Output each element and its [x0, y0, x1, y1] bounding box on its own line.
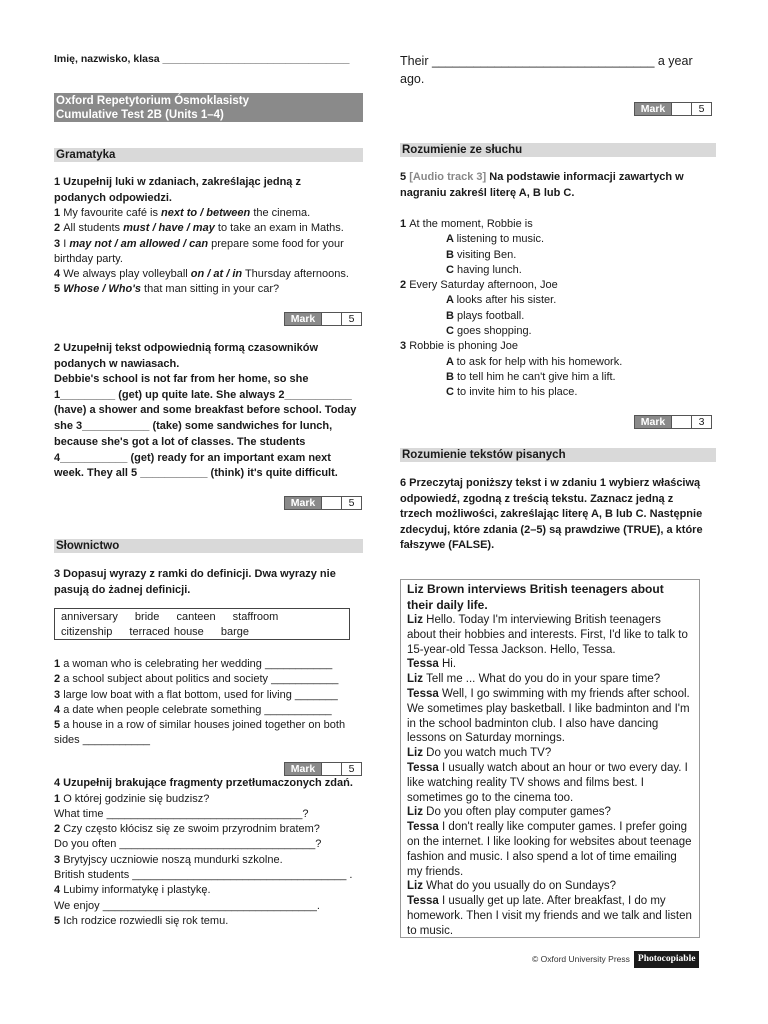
mark-label: Mark — [284, 496, 322, 510]
option-letter: C — [446, 325, 457, 338]
section-heading-czytanie: Rozumienie tekstów pisanych — [400, 448, 716, 462]
item-number: 5 — [54, 283, 64, 296]
mark-box-ex3 — [284, 762, 362, 776]
option-letter: A — [446, 294, 457, 307]
item-text: We always play volleyball — [63, 268, 191, 281]
dialogue-line — [407, 746, 692, 761]
exercise-5-number: 5 — [400, 171, 407, 183]
english-gap-sentence[interactable]: British students ___________________________________ . — [54, 868, 353, 881]
exercise-2 — [54, 341, 360, 482]
photocopiable-badge: Photocopiable — [634, 951, 700, 968]
speaker-name: Tessa — [407, 895, 442, 908]
mark-value: 3 — [692, 415, 712, 429]
section-heading-slownictwo: Słownictwo — [54, 539, 363, 553]
speech-text: Do you often play computer games? — [426, 806, 611, 819]
mark-label: Mark — [284, 762, 322, 776]
listening-question — [400, 339, 700, 354]
item-number: 1 — [54, 658, 64, 670]
mark-blank-cell[interactable] — [322, 496, 342, 510]
word-option: canteen — [176, 611, 216, 623]
exercise-1-items — [54, 206, 354, 298]
speech-text: Tell me ... What do you do in your spare time? — [426, 673, 661, 686]
item-number: 3 — [54, 853, 64, 866]
question-text: Every Saturday afternoon, Joe — [409, 279, 558, 292]
question-number: 2 — [400, 279, 410, 292]
dialogue-line — [407, 687, 692, 746]
option-letter: B — [446, 370, 457, 383]
item-number: 2 — [54, 673, 64, 686]
speech-text: Do you watch much TV? — [426, 747, 552, 760]
exercise-5 — [400, 170, 700, 201]
item-number: 4 — [54, 884, 64, 897]
dialogue-line — [407, 657, 692, 672]
answer-option[interactable] — [400, 263, 700, 278]
option-text: looks after his sister. — [456, 294, 557, 307]
exercise-2-text: Debbie's school is not far from her home, so she 1_________ (get) up quite late. She always 2___________ (have) a shower and some breakfast before school. Today she 3___________ (take) some sandwiches for lunch, because she's got a lot of classes. The students 4___________ (get) ready for an important exam next week. They all 5 ___________ (think) it's quite difficult. — [54, 373, 357, 480]
item-text: prepare some food for your birthday party. — [54, 237, 344, 265]
item-text: the cinema. — [250, 207, 311, 219]
exercise-1-instruction: 1 Uzupełnij luki w zdaniach, zakreślając jedną z podanych odpowiedzi. — [54, 176, 301, 204]
dialogue-line — [407, 613, 692, 657]
word-option: bride — [134, 611, 160, 623]
name-class-line: Imię, nazwisko, klasa ________________________________ — [54, 53, 350, 65]
exercise-3 — [54, 567, 354, 598]
speaker-name: Tessa — [407, 658, 442, 671]
exercise-3-item — [54, 718, 354, 749]
option-letter: B — [446, 248, 457, 261]
answer-option[interactable] — [400, 248, 700, 263]
option-text: to tell him he can't give him a lift. — [457, 370, 616, 383]
word-box — [54, 608, 350, 640]
item-text: large low boat with a flat bottom, used for living _______ — [63, 688, 338, 701]
item-number: 1 — [54, 792, 64, 805]
speech-text: I usually get up late. After breakfast, I do my homework. Then I visit my friends and we talk and listen to music. — [407, 895, 692, 937]
mark-label: Mark — [284, 312, 322, 326]
dialogue-line — [407, 672, 692, 687]
test-title-line2: Cumulative Test 2B (Units 1–4) — [56, 109, 224, 121]
choice-options[interactable]: may not / am allowed / can — [69, 237, 209, 250]
polish-sentence: Lubimy informatykę i plastykę. — [63, 884, 211, 897]
item-number: 3 — [54, 688, 64, 701]
answer-option[interactable] — [400, 370, 700, 385]
option-letter: C — [446, 263, 457, 276]
option-text: to ask for help with his homework. — [456, 355, 623, 368]
item-text: a school subject about politics and society ___________ — [63, 673, 339, 686]
answer-option[interactable] — [400, 385, 700, 400]
option-text: listening to music. — [456, 233, 545, 246]
mark-value: 5 — [342, 762, 362, 776]
polish-sentence: Brytyjscy uczniowie noszą mundurki szkolne. — [63, 853, 283, 866]
exercise-3-item — [54, 657, 354, 672]
exercise-5-questions — [400, 217, 700, 401]
exercise-4-item-polish — [54, 792, 364, 807]
exercise-1-item — [54, 267, 354, 282]
listening-question — [400, 278, 700, 293]
speaker-name: Tessa — [407, 687, 442, 700]
exercise-5-instruction-text: Na podstawie informacji zawartych w nagraniu zakreśl literę A, B lub C. — [400, 171, 684, 199]
polish-sentence: O której godzinie się budzisz? — [63, 792, 210, 805]
dialogue-line — [407, 805, 692, 820]
item-text: to take an exam in Maths. — [214, 222, 344, 235]
item-number: 5 — [54, 914, 64, 927]
dialogue-line — [407, 894, 692, 938]
answer-option[interactable] — [400, 355, 700, 370]
choice-options[interactable]: next to / between — [161, 207, 251, 219]
speaker-name: Liz — [407, 806, 427, 819]
item-text: a woman who is celebrating her wedding ___________ — [63, 658, 333, 670]
answer-option[interactable] — [400, 293, 700, 308]
item-number: 3 — [54, 237, 64, 250]
footer — [532, 951, 699, 968]
exercise-3-item — [54, 672, 354, 687]
test-title-box — [54, 93, 363, 122]
question-number: 1 — [400, 218, 410, 230]
exercise-1-item — [54, 206, 354, 221]
english-gap-sentence[interactable]: What time ________________________________? — [54, 807, 309, 820]
mark-box-ex1 — [284, 312, 362, 326]
exercise-3-instruction: 3 Dopasuj wyrazy z ramki do definicji. Dwa wyrazy nie pasują do żadnej definicji. — [54, 568, 336, 596]
option-text: to invite him to his place. — [457, 386, 578, 399]
question-text: At the moment, Robbie is — [409, 218, 533, 230]
item-number: 5 — [54, 719, 64, 732]
speech-text: What do you usually do on Sundays? — [426, 880, 617, 893]
item-number: 4 — [54, 703, 64, 716]
item-text: Thursday afternoons. — [242, 268, 349, 281]
exercise-4-items — [54, 792, 364, 930]
item-text: I — [63, 237, 70, 250]
item-number: 4 — [54, 268, 64, 281]
option-letter: A — [446, 233, 457, 246]
exercise-4-instruction: 4 Uzupełnij brakujące fragmenty przetłumaczonych zdań. — [54, 777, 353, 789]
choice-options[interactable]: must / have / may — [123, 222, 215, 235]
dialogue-line — [407, 820, 692, 879]
speaker-name: Tessa — [407, 821, 442, 834]
exercise-1-item — [54, 237, 354, 268]
item-text: a house in a row of similar houses joined together on both sides ___________ — [54, 719, 346, 747]
section-heading-sluch: Rozumienie ze słuchu — [400, 143, 716, 157]
exercise-4 — [54, 776, 364, 929]
exercise-5-instruction — [400, 170, 700, 201]
item-number: 2 — [54, 222, 64, 235]
answer-option[interactable] — [400, 309, 700, 324]
option-text: having lunch. — [457, 263, 522, 276]
word-option: citizenship — [61, 626, 113, 638]
mark-blank-cell[interactable] — [672, 415, 692, 429]
option-letter: C — [446, 386, 457, 399]
word-option: anniversary — [61, 611, 118, 623]
exercise-4-item-polish — [54, 883, 364, 898]
reading-text-box — [400, 579, 700, 938]
item-text: My favourite café is — [63, 207, 162, 219]
audio-track-label[interactable]: [Audio track 3] — [409, 171, 487, 183]
speech-text: I usually watch about an hour or two every day. I like watching reality TV shows and films best. I sometimes go to the cinema too. — [407, 761, 688, 804]
exercise-4-item-polish — [54, 914, 364, 929]
mark-label: Mark — [634, 102, 672, 116]
test-title-line1: Oxford Repetytorium Ósmoklasisty — [56, 95, 249, 107]
exercise-4-continued-line: Their ________________________________ a year ago. — [400, 54, 693, 86]
option-letter: A — [446, 355, 457, 368]
exercise-2-instruction: 2 Uzupełnij tekst odpowiednią formą czasowników podanych w nawiasach. — [54, 342, 319, 370]
option-text: plays football. — [457, 309, 525, 322]
speech-text: I don't really like computer games. I prefer going on the internet. I like looking for websites about teenage fashion and music. I also spend a lot of time emailing my friends. — [407, 821, 692, 878]
exercise-6-instruction: 6 Przeczytaj poniższy tekst i w zdaniu 1 wybierz właściwą odpowiedź, zgodną z treścią tekstu. Zaznacz jedną z trzech możliwości, zakreślając literę A, B lub C. Następnie zdecyduj, które zdania (2–5) są prawdziwe (TRUE), a które fałszywe (FALSE). — [400, 477, 703, 551]
exercise-1-item — [54, 221, 354, 236]
choice-options[interactable]: on / at / in — [190, 268, 243, 281]
mark-box-ex4 — [634, 102, 712, 116]
reading-title: Liz Brown interviews British teenagers about their daily life. — [407, 582, 664, 612]
english-gap-sentence[interactable]: Do you often ________________________________? — [54, 838, 322, 851]
item-number: 1 — [54, 207, 64, 219]
section-heading-gramatyka: Gramatyka — [54, 148, 363, 162]
mark-value: 5 — [692, 102, 712, 116]
exercise-4-item-polish — [54, 822, 364, 837]
mark-value: 5 — [342, 312, 362, 326]
polish-sentence: Ich rodzice rozwiedli się rok temu. — [63, 914, 229, 927]
exercise-4-item-polish — [54, 853, 364, 868]
exercise-1 — [54, 175, 354, 298]
dialogue-line — [407, 761, 692, 805]
exercise-6 — [400, 476, 708, 554]
mark-label: Mark — [634, 415, 672, 429]
exercise-3-items — [54, 657, 354, 749]
option-text: visiting Ben. — [457, 248, 517, 261]
exercise-3-item — [54, 703, 354, 718]
polish-sentence: Czy często kłócisz się ze swoim przyrodnim bratem? — [63, 823, 320, 836]
exercise-1-item — [54, 282, 354, 297]
mark-value: 5 — [342, 496, 362, 510]
word-option: barge — [220, 626, 250, 638]
question-number: 3 — [400, 340, 410, 353]
speaker-name: Liz — [407, 673, 427, 686]
item-text: that man sitting in your car? — [140, 283, 280, 296]
word-option: staffroom — [232, 611, 279, 623]
speaker-name: Tessa — [407, 761, 442, 774]
exercise-3-item — [54, 688, 354, 703]
mark-blank-cell[interactable] — [322, 312, 342, 326]
word-option: terraced house — [129, 626, 204, 638]
option-text: goes shopping. — [457, 325, 532, 338]
speech-text: Well, I go swimming with my friends after school. We sometimes play basketball. I like badminton and I'm in the school badminton club. I also have dancing lessons on Saturday mornings. — [407, 687, 690, 745]
speaker-name: Liz — [407, 614, 427, 626]
speech-text: Hi. — [441, 658, 457, 671]
item-text: a date when people celebrate something ___________ — [63, 703, 332, 716]
answer-option[interactable] — [400, 324, 700, 339]
mark-box-ex2 — [284, 496, 362, 510]
english-gap-sentence[interactable]: We enjoy ___________________________________. — [54, 899, 320, 912]
question-text: Robbie is phoning Joe — [409, 340, 519, 353]
item-text: All students — [63, 222, 124, 235]
speaker-name: Liz — [407, 880, 427, 893]
dialogue — [407, 613, 692, 939]
item-number: 2 — [54, 823, 64, 836]
listening-question — [400, 217, 700, 232]
option-letter: B — [446, 309, 457, 322]
dialogue-line — [407, 879, 692, 894]
word-list — [61, 610, 343, 640]
answer-option[interactable] — [400, 232, 700, 247]
choice-options[interactable]: Whose / Who's — [63, 283, 141, 296]
mark-blank-cell[interactable] — [322, 762, 342, 776]
speaker-name: Liz — [407, 747, 427, 760]
mark-blank-cell[interactable] — [672, 102, 692, 116]
speech-text: Hello. Today I'm interviewing British teenagers about their hobbies and interests. First, I'd like to talk to 15-year-old Tessa Jackson. Hello, Tessa. — [407, 614, 688, 656]
copyright-text: © Oxford University Press — [532, 954, 630, 964]
mark-box-ex5 — [634, 415, 712, 429]
